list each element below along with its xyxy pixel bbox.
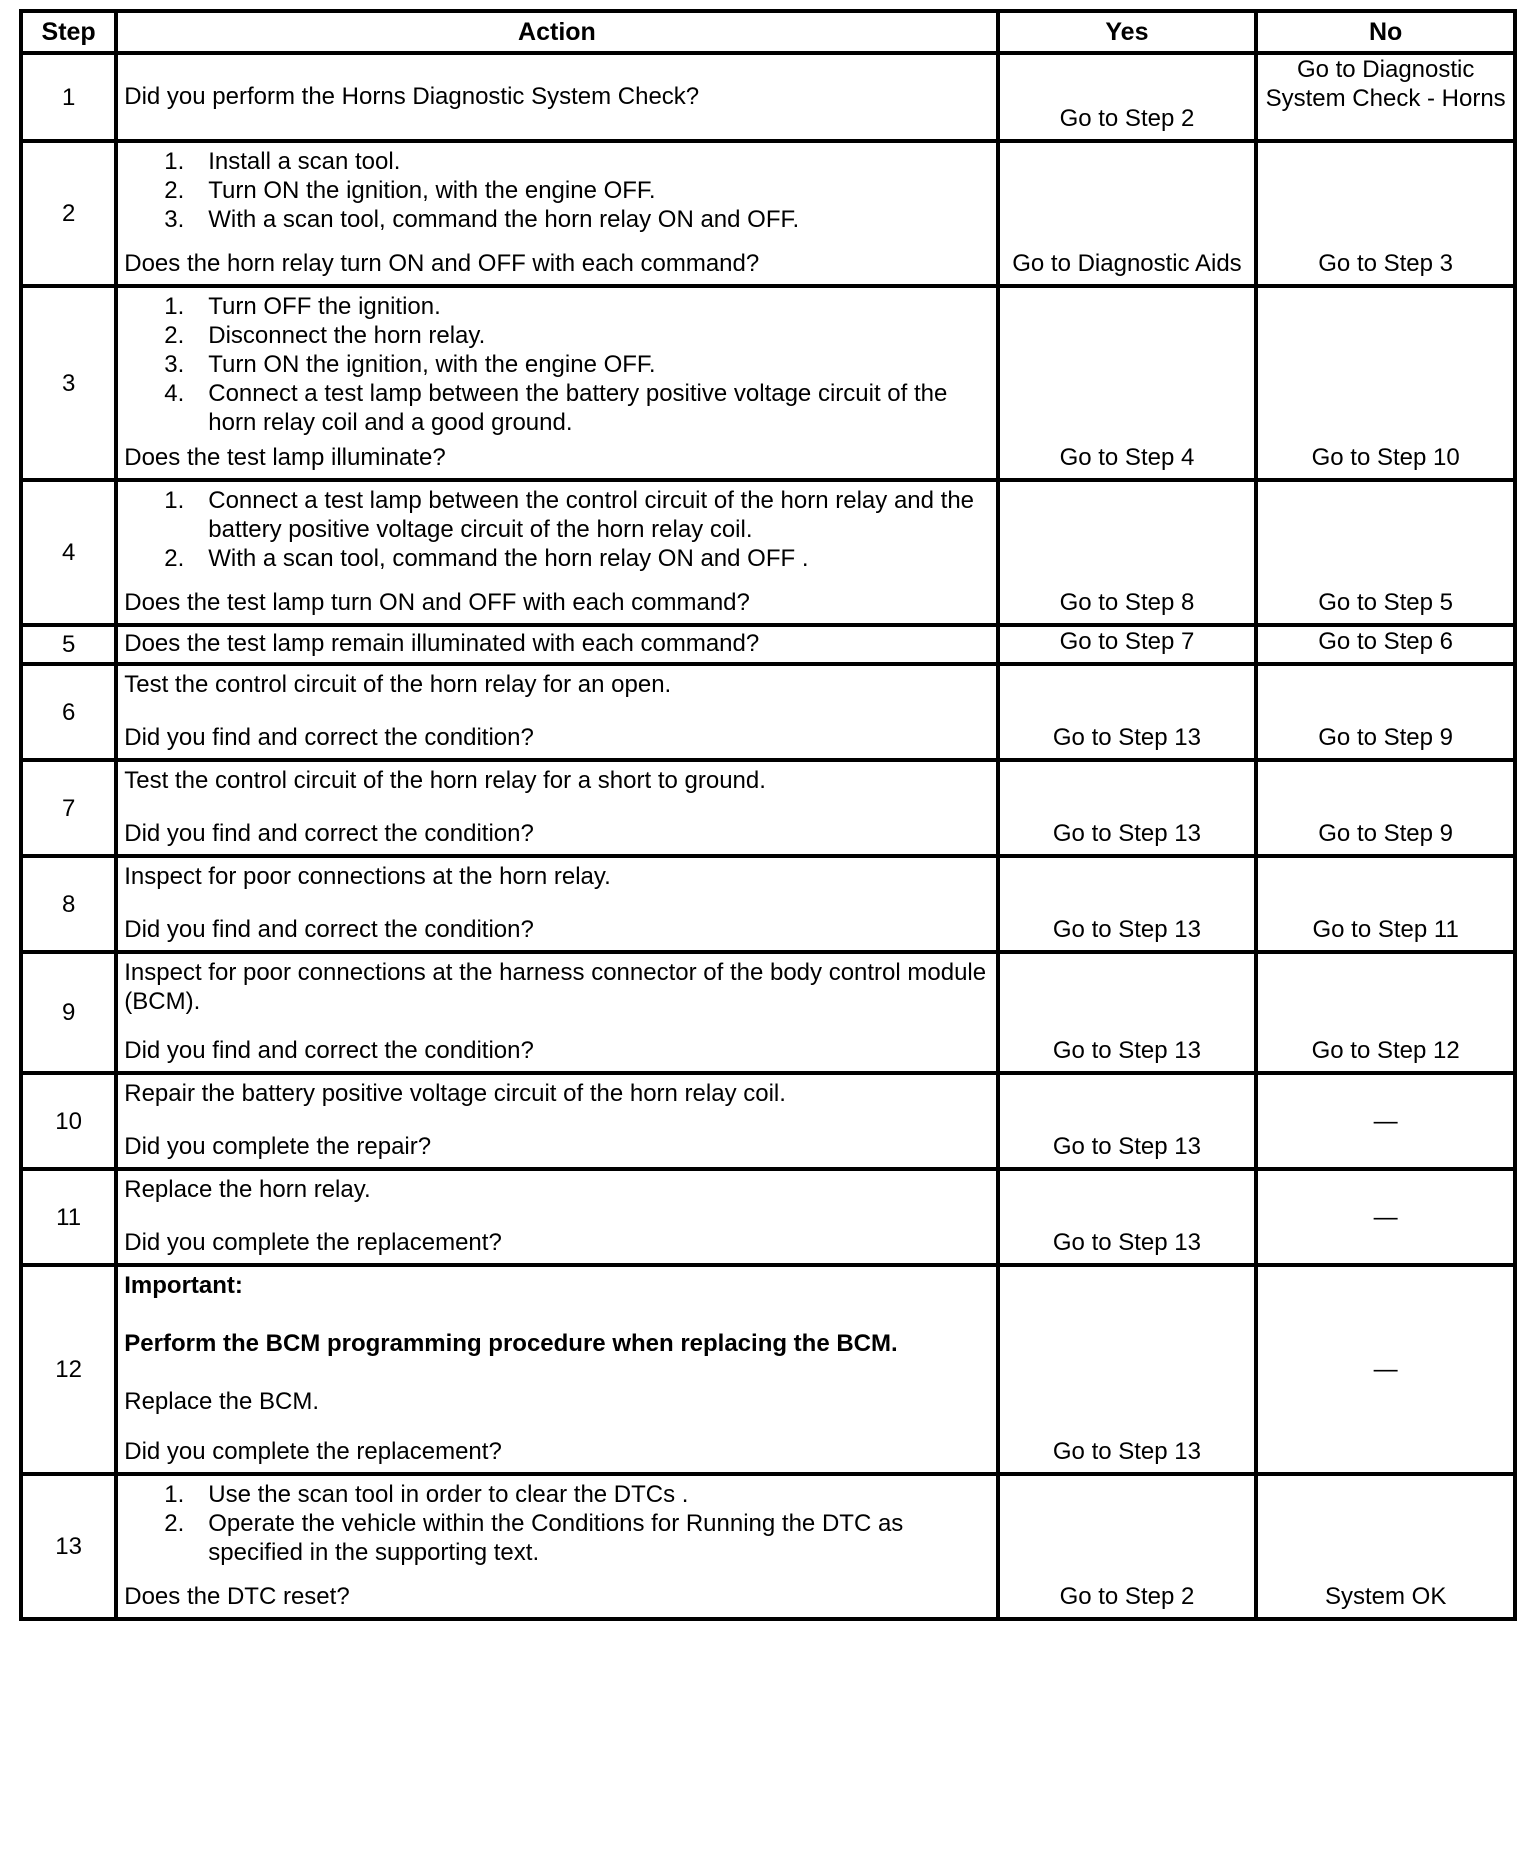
no-result: — bbox=[1256, 1073, 1515, 1169]
no-result: Go to Step 11 bbox=[1256, 856, 1515, 952]
list-item-text: Install a scan tool. bbox=[208, 148, 401, 175]
action-cell bbox=[116, 1169, 997, 1265]
action-question: Did you complete the repair? bbox=[124, 1133, 432, 1160]
yes-result: Go to Step 2 bbox=[998, 1474, 1257, 1619]
header-yes: Yes bbox=[998, 11, 1257, 53]
list-item bbox=[124, 205, 989, 234]
yes-result: Go to Step 13 bbox=[998, 856, 1257, 952]
no-result: System OK bbox=[1256, 1474, 1515, 1619]
step-number: 10 bbox=[21, 1073, 116, 1169]
table-row bbox=[21, 141, 1515, 286]
table-row bbox=[21, 952, 1515, 1073]
action-question: Did you perform the Horns Diagnostic System Check? bbox=[124, 82, 700, 110]
procedure-list bbox=[124, 1480, 989, 1567]
list-item-number: 2. bbox=[164, 545, 185, 572]
list-item-text: Use the scan tool in order to clear the DTCs . bbox=[208, 1481, 689, 1508]
list-item-text: With a scan tool, command the horn relay ON and OFF. bbox=[208, 206, 800, 233]
action-cell bbox=[116, 286, 997, 480]
list-item bbox=[124, 350, 989, 379]
action-instruction: Inspect for poor connections at the horn relay. bbox=[124, 863, 611, 890]
list-item-text: Operate the vehicle within the Conditions for Running the DTC as specified in the supporting text. bbox=[208, 1510, 904, 1566]
list-item bbox=[124, 176, 989, 205]
list-item bbox=[124, 147, 989, 176]
action-cell bbox=[116, 856, 997, 952]
header-action: Action bbox=[116, 11, 997, 53]
list-item-number: 2. bbox=[164, 177, 185, 204]
list-item-number: 2. bbox=[164, 322, 185, 349]
step-number: 12 bbox=[21, 1265, 116, 1474]
action-instruction: Test the control circuit of the horn relay for a short to ground. bbox=[124, 767, 766, 794]
action-cell bbox=[116, 1073, 997, 1169]
table-row bbox=[21, 286, 1515, 480]
action-instruction: Test the control circuit of the horn relay for an open. bbox=[124, 671, 672, 698]
step-number: 11 bbox=[21, 1169, 116, 1265]
yes-result: Go to Step 13 bbox=[998, 1073, 1257, 1169]
action-cell bbox=[116, 952, 997, 1073]
step-number: 7 bbox=[21, 760, 116, 856]
list-item-number: 4. bbox=[164, 380, 185, 407]
action-question: Did you find and correct the condition? bbox=[124, 1037, 534, 1064]
table-row bbox=[21, 1169, 1515, 1265]
list-item bbox=[124, 379, 989, 437]
action-question: Did you complete the replacement? bbox=[124, 1229, 502, 1256]
diagnostic-table bbox=[19, 9, 1517, 1621]
list-item-text: Connect a test lamp between the battery positive voltage circuit of the horn relay coil and a good ground. bbox=[208, 380, 948, 436]
no-result: Go to Step 3 bbox=[1256, 141, 1515, 286]
action-instruction: Replace the horn relay. bbox=[124, 1176, 371, 1203]
step-number: 13 bbox=[21, 1474, 116, 1619]
step-number: 4 bbox=[21, 480, 116, 625]
header-row bbox=[21, 11, 1515, 53]
procedure-list bbox=[124, 292, 989, 437]
action-question: Does the test lamp remain illuminated with each command? bbox=[124, 630, 760, 657]
list-item bbox=[124, 1480, 989, 1509]
list-item-number: 1. bbox=[164, 293, 185, 320]
no-result: Go to Diagnostic System Check - Horns bbox=[1256, 53, 1515, 141]
action-cell bbox=[116, 1265, 997, 1474]
yes-result: Go to Step 13 bbox=[998, 760, 1257, 856]
list-item-number: 1. bbox=[164, 1481, 185, 1508]
action-cell bbox=[116, 760, 997, 856]
yes-result: Go to Step 2 bbox=[998, 53, 1257, 141]
table-row bbox=[21, 664, 1515, 760]
list-item-number: 3. bbox=[164, 206, 185, 233]
yes-result: Go to Step 13 bbox=[998, 664, 1257, 760]
header-no: No bbox=[1256, 11, 1515, 53]
action-cell bbox=[116, 53, 997, 141]
action-cell bbox=[116, 480, 997, 625]
no-result: — bbox=[1256, 1169, 1515, 1265]
header-step: Step bbox=[21, 11, 116, 53]
action-question: Did you find and correct the condition? bbox=[124, 724, 534, 751]
list-item-number: 1. bbox=[164, 148, 185, 175]
list-item-text: Connect a test lamp between the control circuit of the horn relay and the battery positive voltage circuit of the horn relay coil. bbox=[208, 487, 975, 543]
list-item-text: Turn ON the ignition, with the engine OFF. bbox=[208, 351, 656, 378]
no-result: Go to Step 6 bbox=[1256, 625, 1515, 664]
no-result: Go to Step 12 bbox=[1256, 952, 1515, 1073]
action-question: Did you find and correct the condition? bbox=[124, 820, 534, 847]
list-item bbox=[124, 321, 989, 350]
table-row bbox=[21, 1474, 1515, 1619]
table-row bbox=[21, 1265, 1515, 1474]
list-item-number: 3. bbox=[164, 351, 185, 378]
no-result: Go to Step 5 bbox=[1256, 480, 1515, 625]
action-cell bbox=[116, 664, 997, 760]
yes-result: Go to Step 13 bbox=[998, 1265, 1257, 1474]
step-number: 1 bbox=[21, 53, 116, 141]
list-item-text: Disconnect the horn relay. bbox=[208, 322, 486, 349]
action-question: Does the horn relay turn ON and OFF with each command? bbox=[124, 250, 760, 277]
list-item bbox=[124, 486, 989, 544]
step-number: 9 bbox=[21, 952, 116, 1073]
no-result: Go to Step 9 bbox=[1256, 760, 1515, 856]
procedure-list bbox=[124, 486, 989, 573]
table-row bbox=[21, 760, 1515, 856]
step-number: 8 bbox=[21, 856, 116, 952]
table-row bbox=[21, 1073, 1515, 1169]
action-instruction: Repair the battery positive voltage circuit of the horn relay coil. bbox=[124, 1080, 786, 1107]
action-question: Did you find and correct the condition? bbox=[124, 916, 534, 943]
yes-result: Go to Step 8 bbox=[998, 480, 1257, 625]
table-row bbox=[21, 53, 1515, 141]
yes-result: Go to Step 13 bbox=[998, 952, 1257, 1073]
yes-result: Go to Step 7 bbox=[998, 625, 1257, 664]
action-question: Does the test lamp turn ON and OFF with each command? bbox=[124, 589, 750, 616]
no-result: Go to Step 10 bbox=[1256, 286, 1515, 480]
step-number: 2 bbox=[21, 141, 116, 286]
procedure-list bbox=[124, 147, 989, 234]
list-item-number: 1. bbox=[164, 487, 185, 514]
action-instruction: Replace the BCM. bbox=[124, 1388, 320, 1415]
yes-result: Go to Step 4 bbox=[998, 286, 1257, 480]
table-body bbox=[21, 53, 1515, 1619]
list-item-text: Turn ON the ignition, with the engine OFF. bbox=[208, 177, 656, 204]
list-item bbox=[124, 1509, 989, 1567]
step-number: 6 bbox=[21, 664, 116, 760]
table-row bbox=[21, 480, 1515, 625]
action-question: Does the test lamp illuminate? bbox=[124, 444, 446, 471]
action-question: Did you complete the replacement? bbox=[124, 1438, 502, 1465]
step-number: 5 bbox=[21, 625, 116, 664]
important-label: Important: bbox=[124, 1272, 243, 1299]
no-result: — bbox=[1256, 1265, 1515, 1474]
important-note: Perform the BCM programming procedure when replacing the BCM. bbox=[124, 1330, 898, 1357]
list-item-text: With a scan tool, command the horn relay ON and OFF . bbox=[208, 545, 809, 572]
table-row bbox=[21, 856, 1515, 952]
list-item-number: 2. bbox=[164, 1510, 185, 1537]
action-cell bbox=[116, 625, 997, 664]
table-row bbox=[21, 625, 1515, 664]
yes-result: Go to Step 13 bbox=[998, 1169, 1257, 1265]
list-item bbox=[124, 292, 989, 321]
yes-result: Go to Diagnostic Aids bbox=[998, 141, 1257, 286]
action-cell bbox=[116, 1474, 997, 1619]
action-cell bbox=[116, 141, 997, 286]
list-item bbox=[124, 544, 989, 573]
action-instruction: Inspect for poor connections at the harness connector of the body control module (BCM). bbox=[124, 959, 987, 1015]
no-result: Go to Step 9 bbox=[1256, 664, 1515, 760]
list-item-text: Turn OFF the ignition. bbox=[208, 293, 441, 320]
action-question: Does the DTC reset? bbox=[124, 1583, 350, 1610]
step-number: 3 bbox=[21, 286, 116, 480]
